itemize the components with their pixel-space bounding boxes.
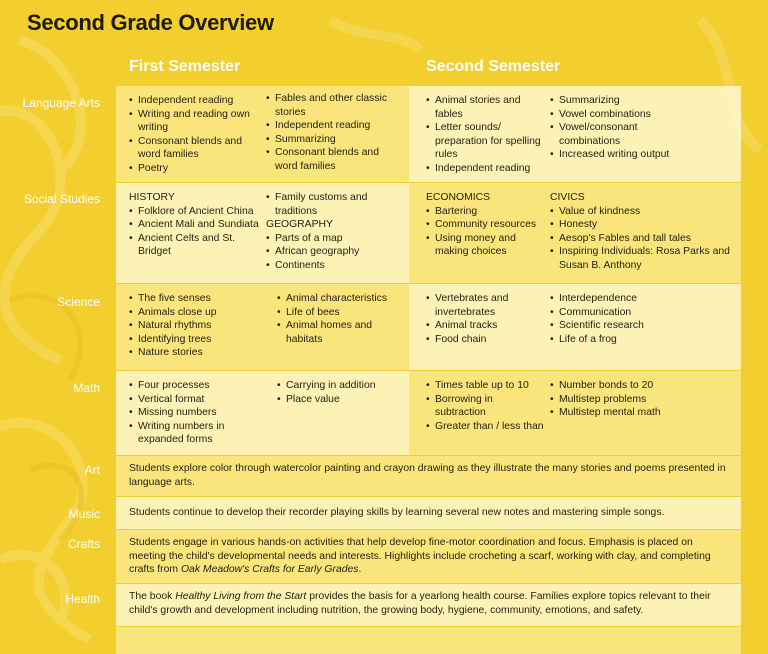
list-item: • Value of kindness bbox=[550, 205, 730, 219]
science-first-semester bbox=[116, 284, 409, 370]
first-semester-heading: First Semester bbox=[129, 58, 241, 75]
list-item: • Ancient Mali and Sundiata bbox=[129, 218, 264, 232]
math-second-col1 bbox=[426, 379, 546, 433]
social-studies-first-col1 bbox=[129, 191, 264, 259]
science-first-col1 bbox=[129, 292, 269, 360]
list-item: • Scientific research bbox=[550, 319, 710, 333]
science-second-col2 bbox=[550, 292, 710, 346]
row-label-math: Math bbox=[73, 381, 100, 395]
list-item: • Carrying in addition bbox=[277, 379, 402, 393]
math-second-col2 bbox=[550, 379, 710, 420]
list-item: • Animal tracks bbox=[426, 319, 546, 333]
list-item: • The five senses bbox=[129, 292, 269, 306]
list-item: • Natural rhythms bbox=[129, 319, 269, 333]
list-item: • Inspiring Individuals: Rosa Parks and Susan B. Anthony bbox=[550, 245, 730, 272]
list-item: • African geography bbox=[266, 245, 401, 259]
row-label-science: Science bbox=[57, 295, 100, 309]
list-item: • Letter sounds/ preparation for spelling rules bbox=[426, 121, 546, 162]
list-item: • Consonant blends and word families bbox=[266, 146, 401, 173]
list-item: • Fables and other classic stories bbox=[266, 92, 401, 119]
list-item: • Missing numbers bbox=[129, 406, 269, 420]
language-arts-first-col1 bbox=[129, 94, 264, 176]
health-description bbox=[116, 584, 741, 626]
economics-subheading: ECONOMICS bbox=[426, 192, 491, 203]
list-item: • Times table up to 10 bbox=[426, 379, 546, 393]
row-label-language-arts: Language Arts bbox=[22, 96, 100, 110]
economics-list bbox=[426, 205, 546, 259]
math-first-col1 bbox=[129, 379, 269, 447]
list-item: • Increased writing output bbox=[550, 148, 700, 162]
list-item: • Multistep problems bbox=[550, 393, 710, 407]
list-item: • Ancient Celts and St. Bridget bbox=[129, 232, 264, 259]
math-second-semester bbox=[409, 371, 741, 455]
list-item: • Vowel combinations bbox=[550, 108, 700, 122]
list-item: • Consonant blends and word families bbox=[129, 135, 264, 162]
health-text-end: provides the basis for a yearlong health course. Families explore topics relevant to their child's growth and development including nutrition, the growing body, hygiene, community, emotions, and safety. bbox=[129, 591, 711, 616]
language-arts-first-col2 bbox=[266, 92, 401, 174]
list-item: • Life of a frog bbox=[550, 333, 710, 347]
list-item: • Using money and making choices bbox=[426, 232, 546, 259]
list-item: • Life of bees bbox=[277, 306, 397, 320]
list-item: • Multistep mental math bbox=[550, 406, 710, 420]
list-item: • Poetry bbox=[129, 162, 264, 176]
list-item: • Honesty bbox=[550, 218, 730, 232]
list-item: • Nature stories bbox=[129, 346, 269, 360]
health-book-title: Healthy Living from the Start bbox=[175, 591, 307, 602]
list-item: • Identifying trees bbox=[129, 333, 269, 347]
list-item: • Animal characteristics bbox=[277, 292, 397, 306]
social-studies-first-col2 bbox=[266, 191, 401, 273]
history-list bbox=[129, 205, 264, 259]
list-item: • Independent reading bbox=[426, 162, 546, 176]
social-studies-first-semester bbox=[116, 183, 409, 283]
list-item: • Animals close up bbox=[129, 306, 269, 320]
social-studies-second-semester bbox=[409, 183, 741, 283]
science-second-col1 bbox=[426, 292, 546, 346]
list-item: • Number bonds to 20 bbox=[550, 379, 710, 393]
page-title: Second Grade Overview bbox=[27, 10, 274, 35]
art-description: Students explore color through watercolor painting and crayon drawing as they illustrate the many stories and poems presented in language arts. bbox=[116, 456, 741, 496]
list-item: • Independent reading bbox=[266, 119, 401, 133]
list-item: • Independent reading bbox=[129, 94, 264, 108]
list-item: • Continents bbox=[266, 259, 401, 273]
list-item: • Vertebrates and invertebrates bbox=[426, 292, 546, 319]
list-item: • Vowel/consonant combinations bbox=[550, 121, 700, 148]
list-item: • Borrowing in subtraction bbox=[426, 393, 546, 420]
list-item: • Writing and reading own writing bbox=[129, 108, 264, 135]
list-item: • Community resources bbox=[426, 218, 546, 232]
health-text: The book bbox=[129, 591, 176, 602]
list-item: • Summarizing bbox=[550, 94, 700, 108]
civics-list bbox=[550, 205, 730, 273]
list-item: • Animal stories and fables bbox=[426, 94, 546, 121]
list-item: • Vertical format bbox=[129, 393, 269, 407]
list-item: • Folklore of Ancient China bbox=[129, 205, 264, 219]
list-item: • Aesop's Fables and tall tales bbox=[550, 232, 730, 246]
row-label-music: Music bbox=[68, 507, 100, 521]
geography-subheading: GEOGRAPHY bbox=[266, 219, 333, 231]
geography-list bbox=[266, 232, 401, 273]
list-item: • Family customs and traditions bbox=[266, 191, 401, 218]
list-item: • Communication bbox=[550, 306, 710, 320]
row-label-social-studies: Social Studies bbox=[23, 192, 100, 206]
crafts-description bbox=[116, 530, 741, 583]
social-studies-second-col2 bbox=[550, 191, 730, 273]
empty-row bbox=[116, 627, 741, 654]
customs-list bbox=[266, 191, 401, 218]
row-label-health: Health bbox=[65, 592, 100, 606]
crafts-text: Students engage in various hands-on activities that help develop fine-motor coordination and focus. Emphasis is placed on meeting the child's developmental needs and interests. Highlights include crocheting a scarf, working with clay, and completing crafts from bbox=[129, 537, 711, 576]
row-label-art: Art bbox=[84, 463, 100, 477]
science-first-col2 bbox=[277, 292, 397, 346]
list-item: • Bartering bbox=[426, 205, 546, 219]
crafts-book-title: Oak Meadow's Crafts for Early Grades bbox=[180, 564, 359, 576]
science-second-semester bbox=[409, 284, 741, 370]
music-description: Students continue to develop their recorder playing skills by learning several new notes and mastering simple songs. bbox=[116, 497, 741, 529]
civics-subheading: CIVICS bbox=[550, 192, 585, 203]
list-item: • Greater than / less than bbox=[426, 420, 546, 434]
list-item: • Interdependence bbox=[550, 292, 710, 306]
math-first-col2 bbox=[277, 379, 402, 406]
list-item: • Food chain bbox=[426, 333, 546, 347]
second-semester-heading: Second Semester bbox=[426, 58, 561, 75]
list-item: • Place value bbox=[277, 393, 402, 407]
crafts-text-end: . bbox=[358, 564, 362, 576]
language-arts-second-col2 bbox=[550, 94, 700, 162]
math-first-semester bbox=[116, 371, 409, 455]
history-subheading: HISTORY bbox=[129, 192, 175, 203]
list-item: • Summarizing bbox=[266, 133, 401, 147]
social-studies-second-col1 bbox=[426, 191, 546, 259]
language-arts-second-semester bbox=[409, 86, 741, 182]
list-item: • Four processes bbox=[129, 379, 269, 393]
list-item: • Animal homes and habitats bbox=[277, 319, 397, 346]
list-item: • Writing numbers in expanded forms bbox=[129, 420, 269, 447]
language-arts-second-col1 bbox=[426, 94, 546, 176]
language-arts-first-semester bbox=[116, 86, 409, 182]
list-item: • Parts of a map bbox=[266, 232, 401, 246]
row-label-crafts: Crafts bbox=[67, 537, 100, 551]
